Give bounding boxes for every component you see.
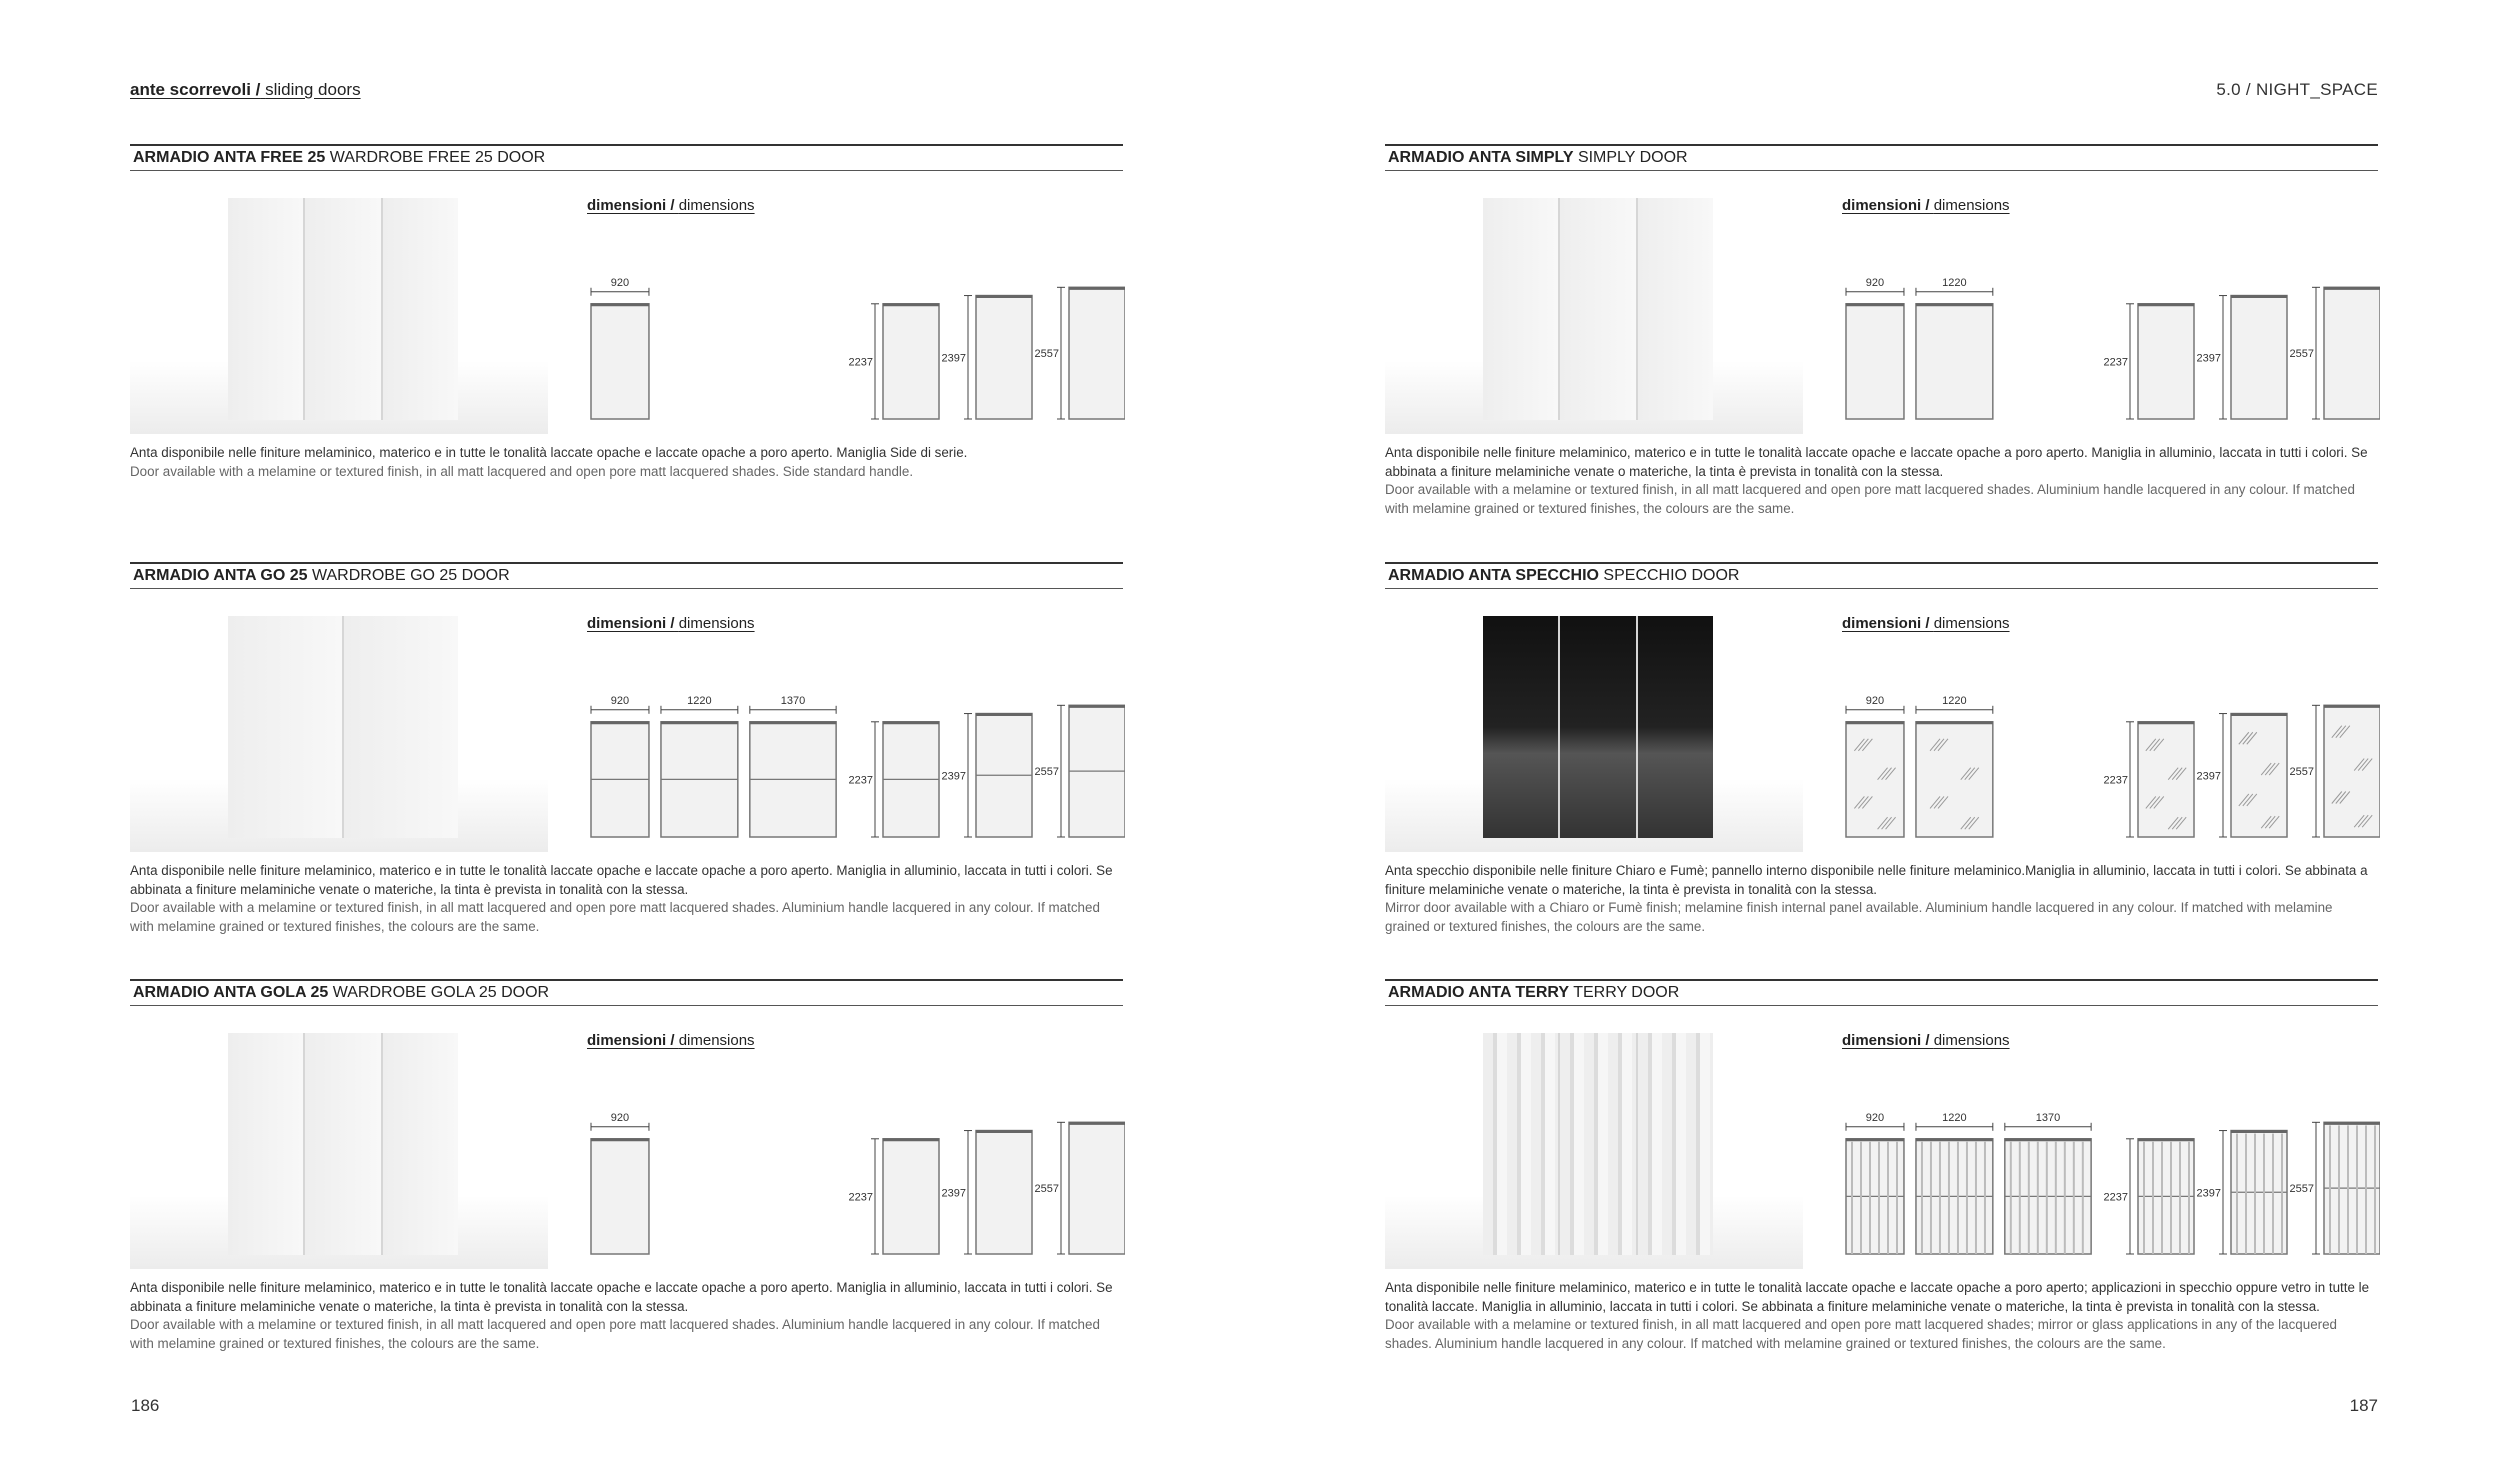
product-description: Anta disponibile nelle finiture melaminico, materico e in tutte le tonalità laccate opache e laccate opache a poro aperto. Maniglia Side di serie. Door available with a melamine or textured finish, in all matt lacquered and open pore matt lacquered shades. Side standard handle. (130, 445, 968, 479)
page-number-left: 186 (131, 1396, 160, 1415)
product-photo (130, 608, 548, 852)
height-panel (883, 304, 939, 419)
section-bottom-rule (1385, 588, 2378, 589)
width-value: 1370 (2035, 1111, 2061, 1124)
product-section (1385, 144, 2378, 562)
section-title: ARMADIO ANTA GO 25 WARDROBE GO 25 DOOR (133, 567, 510, 584)
width-value: 920 (610, 1111, 630, 1124)
height-panel (2138, 1139, 2194, 1254)
width-value: 1370 (780, 694, 806, 707)
height-value: 2237 (848, 1191, 873, 1204)
height-value: 2397 (2196, 1187, 2221, 1200)
height-panel (2324, 1122, 2380, 1254)
height-value: 2397 (941, 1187, 966, 1200)
section-bottom-rule (1385, 1005, 2378, 1006)
section-bottom-rule (130, 170, 1123, 171)
door-panel (883, 304, 939, 419)
door-panel (591, 1139, 649, 1254)
product-photo (1385, 1025, 1803, 1269)
wardrobe-image (228, 198, 458, 420)
product-description: Anta disponibile nelle finiture melaminico, materico e in tutte le tonalità laccate opache e laccate opache a poro aperto. Maniglia in alluminio, laccata in tutti i colori. Se abbinata a finiture melaminiche venate o materiche, la tinta è prevista in tonalità con la stessa. Door available with a melamine or textured finish, in all matt lacquered and open pore matt lacquered shades. Aluminium handle lacquered in any colour. If matched with melamine grained or textured finishes, the colours are the same. (130, 1280, 1113, 1351)
door-panel (1846, 304, 1904, 419)
height-panel (883, 722, 939, 837)
wardrobe-door (342, 616, 458, 838)
product-section (1385, 562, 2378, 980)
height-value: 2237 (848, 774, 873, 787)
height-panel (976, 1131, 1032, 1254)
height-panel (976, 714, 1032, 837)
wardrobe-door (381, 198, 458, 420)
dimension-diagram (1840, 252, 2380, 424)
wardrobe-door (381, 1033, 458, 1255)
dimension-diagram (585, 1087, 1125, 1259)
section-top-rule (130, 144, 1123, 146)
product-section (130, 979, 1123, 1397)
door-panel (883, 1139, 939, 1254)
dimension-diagram (585, 670, 1125, 842)
width-panel (2005, 1139, 2091, 1254)
wardrobe-image (228, 616, 458, 838)
height-panel (2231, 296, 2287, 419)
wardrobe-door (228, 616, 342, 838)
height-value: 2237 (2103, 774, 2128, 787)
section-top-rule (130, 562, 1123, 564)
product-section (130, 144, 1123, 562)
door-panel (1916, 722, 1993, 837)
door-panel (2324, 287, 2380, 419)
height-value: 2397 (941, 770, 966, 783)
dimensions-label: dimensioni / dimensions (587, 615, 755, 632)
wardrobe-door (1558, 616, 1635, 838)
width-panel (1846, 1139, 1904, 1254)
width-panel (750, 722, 836, 837)
width-panel (591, 304, 649, 419)
height-value: 2237 (2103, 1191, 2128, 1204)
wardrobe-door (1636, 198, 1713, 420)
height-value: 2237 (848, 356, 873, 369)
door-panel (2138, 304, 2194, 419)
height-value: 2557 (1034, 766, 1059, 779)
width-value: 1220 (1942, 1111, 1967, 1124)
wardrobe-door (1558, 198, 1635, 420)
product-section (130, 562, 1123, 980)
product-photo (130, 190, 548, 434)
width-value: 920 (1865, 1111, 1885, 1124)
door-panel (1916, 304, 1993, 419)
width-panel (1916, 722, 1993, 837)
section-top-rule (1385, 979, 2378, 981)
height-panel (1069, 287, 1125, 419)
wardrobe-door (228, 1033, 303, 1255)
width-panel (591, 722, 649, 837)
width-value: 920 (610, 276, 630, 289)
product-description: Anta disponibile nelle finiture melaminico, materico e in tutte le tonalità laccate opache e laccate opache a poro aperto. Maniglia in alluminio, laccata in tutti i colori. Se abbinata a finiture melaminiche venate o materiche, la tinta è prevista in tonalità con la stessa. Door available with a melamine or textured finish, in all matt lacquered and open pore matt lacquered shades. Aluminium handle lacquered in any colour. If matched with melamine grained or textured finishes, the colours are the same. (130, 863, 1113, 934)
height-panel (1069, 1122, 1125, 1254)
door-panel (1069, 1122, 1125, 1254)
width-panel (661, 722, 738, 837)
door-panel (976, 1131, 1032, 1254)
width-panel (591, 1139, 649, 1254)
width-value: 920 (1865, 276, 1885, 289)
dimensions-label: dimensioni / dimensions (1842, 197, 2010, 214)
wardrobe-door (1636, 616, 1713, 838)
wardrobe-door (303, 198, 380, 420)
page-number-right: 187 (2349, 1396, 2378, 1415)
section-title: ARMADIO ANTA SIMPLY SIMPLY DOOR (1388, 149, 1688, 166)
height-value: 2557 (2289, 1183, 2314, 1196)
wardrobe-door (1483, 198, 1558, 420)
door-panel (1846, 722, 1904, 837)
section-top-rule (1385, 562, 2378, 564)
product-photo (1385, 190, 1803, 434)
height-panel (883, 1139, 939, 1254)
section-title: ARMADIO ANTA GOLA 25 WARDROBE GOLA 25 DOOR (133, 984, 550, 1001)
dimensions-label: dimensioni / dimensions (1842, 615, 2010, 632)
section-header: ante scorrevoli / sliding doors (130, 80, 361, 99)
door-panel (2138, 722, 2194, 837)
height-value: 2557 (2289, 766, 2314, 779)
width-value: 1220 (1942, 694, 1967, 707)
height-panel (2324, 287, 2380, 419)
dimensions-label: dimensioni / dimensions (587, 197, 755, 214)
width-panel (1846, 722, 1904, 837)
height-value: 2557 (2289, 348, 2314, 361)
width-panel (1916, 1139, 1993, 1254)
width-value: 1220 (687, 694, 712, 707)
dimension-diagram (1840, 670, 2380, 842)
section-title: ARMADIO ANTA FREE 25 WARDROBE FREE 25 DOOR (133, 149, 546, 166)
product-description: Anta disponibile nelle finiture melaminico, materico e in tutte le tonalità laccate opache e laccate opache a poro aperto. Maniglia in alluminio, laccata in tutti i colori. Se abbinata a finiture melaminiche venate o materiche, la tinta è prevista in tonalità con la stessa. Door available with a melamine or textured finish, in all matt lacquered and open pore matt lacquered shades. Aluminium handle lacquered in any colour. If matched with melamine grained or textured finishes, the colours are the same. (1385, 445, 2368, 516)
dimension-diagram (585, 252, 1125, 424)
chapter-label: 5.0 / NIGHT_SPACE (2216, 80, 2378, 99)
door-panel (1069, 287, 1125, 419)
wardrobe-door (1483, 616, 1558, 838)
wardrobe-image (1483, 198, 1713, 420)
width-value: 920 (610, 694, 630, 707)
product-photo (130, 1025, 548, 1269)
width-value: 1220 (1942, 276, 1967, 289)
width-value: 920 (1865, 694, 1885, 707)
height-value: 2397 (2196, 770, 2221, 783)
door-panel (2231, 296, 2287, 419)
section-title: ARMADIO ANTA TERRY TERRY DOOR (1388, 984, 1680, 1001)
wardrobe-door (228, 198, 303, 420)
product-section (1385, 979, 2378, 1397)
wardrobe-image (1483, 1033, 1713, 1255)
dimensions-label: dimensioni / dimensions (587, 1032, 755, 1049)
height-value: 2557 (1034, 348, 1059, 361)
section-top-rule (130, 979, 1123, 981)
door-panel (591, 304, 649, 419)
height-panel (976, 296, 1032, 419)
product-description: Anta specchio disponibile nelle finiture Chiaro e Fumè; pannello interno disponibile nelle finiture melaminico.Maniglia in alluminio, laccata in tutti i colori. Se abbinata a finiture melaminiche venate o materiche, la tinta è prevista in tonalità con la stessa. Mirror door available with a Chiaro or Fumè finish; melamine finish internal panel available. Aluminium handle lacquered in any colour. If matched with melamine grained or textured finishes, the colours are the same. (1385, 863, 2368, 934)
height-panel (2231, 714, 2287, 837)
wardrobe-image (228, 1033, 458, 1255)
height-panel (2231, 1131, 2287, 1254)
section-bottom-rule (130, 1005, 1123, 1006)
height-value: 2557 (1034, 1183, 1059, 1196)
width-panel (1846, 304, 1904, 419)
door-panel (2324, 705, 2380, 837)
wardrobe-door (1483, 1033, 1558, 1255)
height-panel (1069, 705, 1125, 837)
section-title: ARMADIO ANTA SPECCHIO SPECCHIO DOOR (1388, 567, 1740, 584)
product-photo (1385, 608, 1803, 852)
height-value: 2237 (2103, 356, 2128, 369)
product-description: Anta disponibile nelle finiture melaminico, materico e in tutte le tonalità laccate opache e laccate opache a poro aperto; applicazioni in specchio oppure vetro in tutte le tonalità laccate. Maniglia in alluminio, laccata in tutti i colori. Se abbinata a finiture melaminiche venate o materiche, la tinta è prevista in tonalità con la stessa. Door available with a melamine or textured finish, in all matt lacquered and open pore matt lacquered shades; mirror or glass applications in any of the lacquered shades. Aluminium handle lacquered in any colour. If matched with melamine grained or textured finishes, the colours are the same. (1385, 1280, 2370, 1351)
dimensions-label: dimensioni / dimensions (1842, 1032, 2010, 1049)
wardrobe-door (303, 1033, 380, 1255)
height-value: 2397 (941, 352, 966, 365)
height-panel (2138, 722, 2194, 837)
width-panel (1916, 304, 1993, 419)
wardrobe-image (1483, 616, 1713, 838)
door-panel (2231, 714, 2287, 837)
height-panel (2138, 304, 2194, 419)
section-top-rule (1385, 144, 2378, 146)
wardrobe-door (1636, 1033, 1713, 1255)
section-bottom-rule (130, 588, 1123, 589)
height-value: 2397 (2196, 352, 2221, 365)
height-panel (2324, 705, 2380, 837)
wardrobe-door (1558, 1033, 1635, 1255)
dimension-diagram (1840, 1087, 2380, 1259)
door-panel (976, 296, 1032, 419)
section-bottom-rule (1385, 170, 2378, 171)
